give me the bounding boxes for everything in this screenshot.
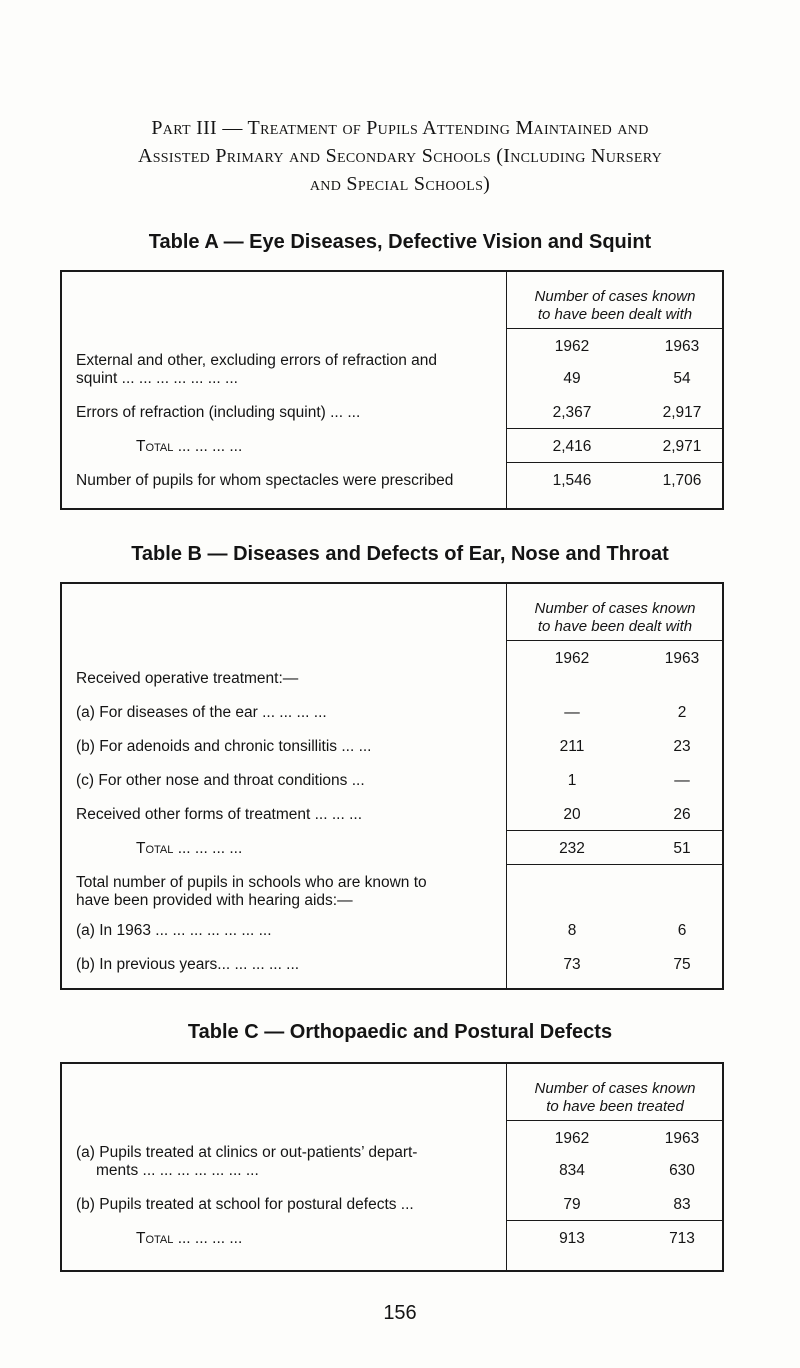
value-1963: 75	[673, 956, 691, 973]
value-1962: 20	[563, 806, 581, 823]
table-a	[60, 270, 724, 510]
value-1962: 79	[563, 1196, 581, 1213]
total-1963: 713	[669, 1230, 695, 1247]
part-title	[80, 114, 720, 198]
value-1962: 211	[559, 738, 585, 755]
value-1963: 23	[673, 738, 691, 755]
year-1963-heading: 1963	[664, 338, 700, 355]
row-label	[76, 352, 496, 388]
row-label-line-1: (a) Pupils treated at clinics or out-patients’ depart-	[76, 1144, 418, 1161]
header-rule	[506, 328, 722, 329]
total-rule	[506, 428, 722, 429]
part-title-line-1: Part III — Treatment of Pupils Attending Maintained and	[151, 117, 649, 139]
header-rule	[506, 640, 722, 641]
row-label-line-1: External and other, excluding errors of refraction and	[76, 352, 438, 369]
column-header-line-2: to have been dealt with	[537, 306, 693, 323]
year-1963-heading: 1963	[664, 650, 700, 667]
year-1963-heading: 1963	[664, 1130, 700, 1147]
total-label: Total ... ... ... ...	[136, 438, 243, 455]
table-a-column-header	[508, 288, 722, 324]
value-1963: 54	[673, 370, 691, 387]
table-c-title: Table C — Orthopaedic and Postural Defects	[187, 1021, 613, 1043]
value-1963: 2,917	[662, 404, 702, 421]
table-c-column-header	[508, 1080, 722, 1116]
value-1962: 834	[559, 1162, 585, 1179]
column-divider	[506, 584, 507, 988]
row-label: Received other forms of treatment ... ... ...	[76, 806, 363, 823]
row-rule	[506, 864, 722, 865]
part-title-line-3: and Special Schools)	[309, 173, 491, 195]
hearing-aids-label	[76, 874, 496, 910]
page-number: 156	[383, 1302, 417, 1324]
total-1962: 913	[559, 1230, 585, 1247]
section-label: Received operative treatment:—	[76, 670, 299, 687]
total-1963: 2,971	[662, 438, 702, 455]
total-1963: 51	[673, 840, 691, 857]
column-header-line-2: to have been dealt with	[537, 618, 693, 635]
table-b-column-header	[508, 600, 722, 636]
total-label: Total ... ... ... ...	[136, 1230, 243, 1247]
row-label-line-2: ments ... ... ... ... ... ... ...	[96, 1162, 259, 1179]
table-c	[60, 1062, 724, 1272]
part-title-line-2: Assisted Primary and Secondary Schools (Including Nursery	[137, 145, 663, 167]
value-1963: 630	[669, 1162, 695, 1179]
row-label: Errors of refraction (including squint) ... ...	[76, 404, 361, 421]
total-1962: 232	[559, 840, 585, 857]
value-1963: 1,706	[662, 472, 702, 489]
year-1962-heading: 1962	[554, 1130, 590, 1147]
value-1963: 6	[677, 922, 687, 939]
row-label	[76, 1144, 496, 1180]
total-rule	[506, 1220, 722, 1221]
value-1963: 2	[677, 704, 687, 721]
column-header-line-2: to have been treated	[546, 1098, 684, 1115]
value-1962: 73	[563, 956, 581, 973]
column-divider	[506, 272, 507, 508]
value-1962: 1	[567, 772, 577, 789]
table-a-title: Table A — Eye Diseases, Defective Vision and Squint	[148, 231, 652, 253]
year-1962-heading: 1962	[554, 650, 590, 667]
value-1962: 8	[567, 922, 577, 939]
column-header-line-1: Number of cases known	[534, 600, 696, 617]
value-1962: 49	[563, 370, 581, 387]
total-rule	[506, 830, 722, 831]
column-header-line-1: Number of cases known	[534, 288, 696, 305]
total-label: Total ... ... ... ...	[136, 840, 243, 857]
column-header-line-1: Number of cases known	[534, 1080, 696, 1097]
row-label: (b) In previous years... ... ... ... ...	[76, 956, 300, 973]
value-1963: 83	[673, 1196, 691, 1213]
hearing-aids-line-1: Total number of pupils in schools who are known to	[76, 874, 427, 891]
table-b-title: Table B — Diseases and Defects of Ear, Nose and Throat	[131, 543, 669, 565]
row-label: (a) For diseases of the ear ... ... ... ...	[76, 704, 327, 721]
row-label-line-2: squint ... ... ... ... ... ... ...	[76, 370, 238, 387]
row-label: (a) In 1963 ... ... ... ... ... ... ...	[76, 922, 272, 939]
year-1962-heading: 1962	[554, 338, 590, 355]
row-rule	[506, 462, 722, 463]
hearing-aids-line-2: have been provided with hearing aids:—	[76, 892, 353, 909]
row-label: Number of pupils for whom spectacles were prescribed	[76, 472, 454, 489]
value-1963: —	[674, 772, 690, 789]
row-label: (b) For adenoids and chronic tonsillitis ... ...	[76, 738, 372, 755]
table-b	[60, 582, 724, 990]
value-1962: 1,546	[552, 472, 592, 489]
value-1962: —	[564, 704, 580, 721]
total-1962: 2,416	[552, 438, 592, 455]
header-rule	[506, 1120, 722, 1121]
value-1962: 2,367	[552, 404, 592, 421]
value-1963: 26	[673, 806, 691, 823]
row-label: (c) For other nose and throat conditions ...	[76, 772, 365, 789]
row-label: (b) Pupils treated at school for postural defects ...	[76, 1196, 414, 1213]
